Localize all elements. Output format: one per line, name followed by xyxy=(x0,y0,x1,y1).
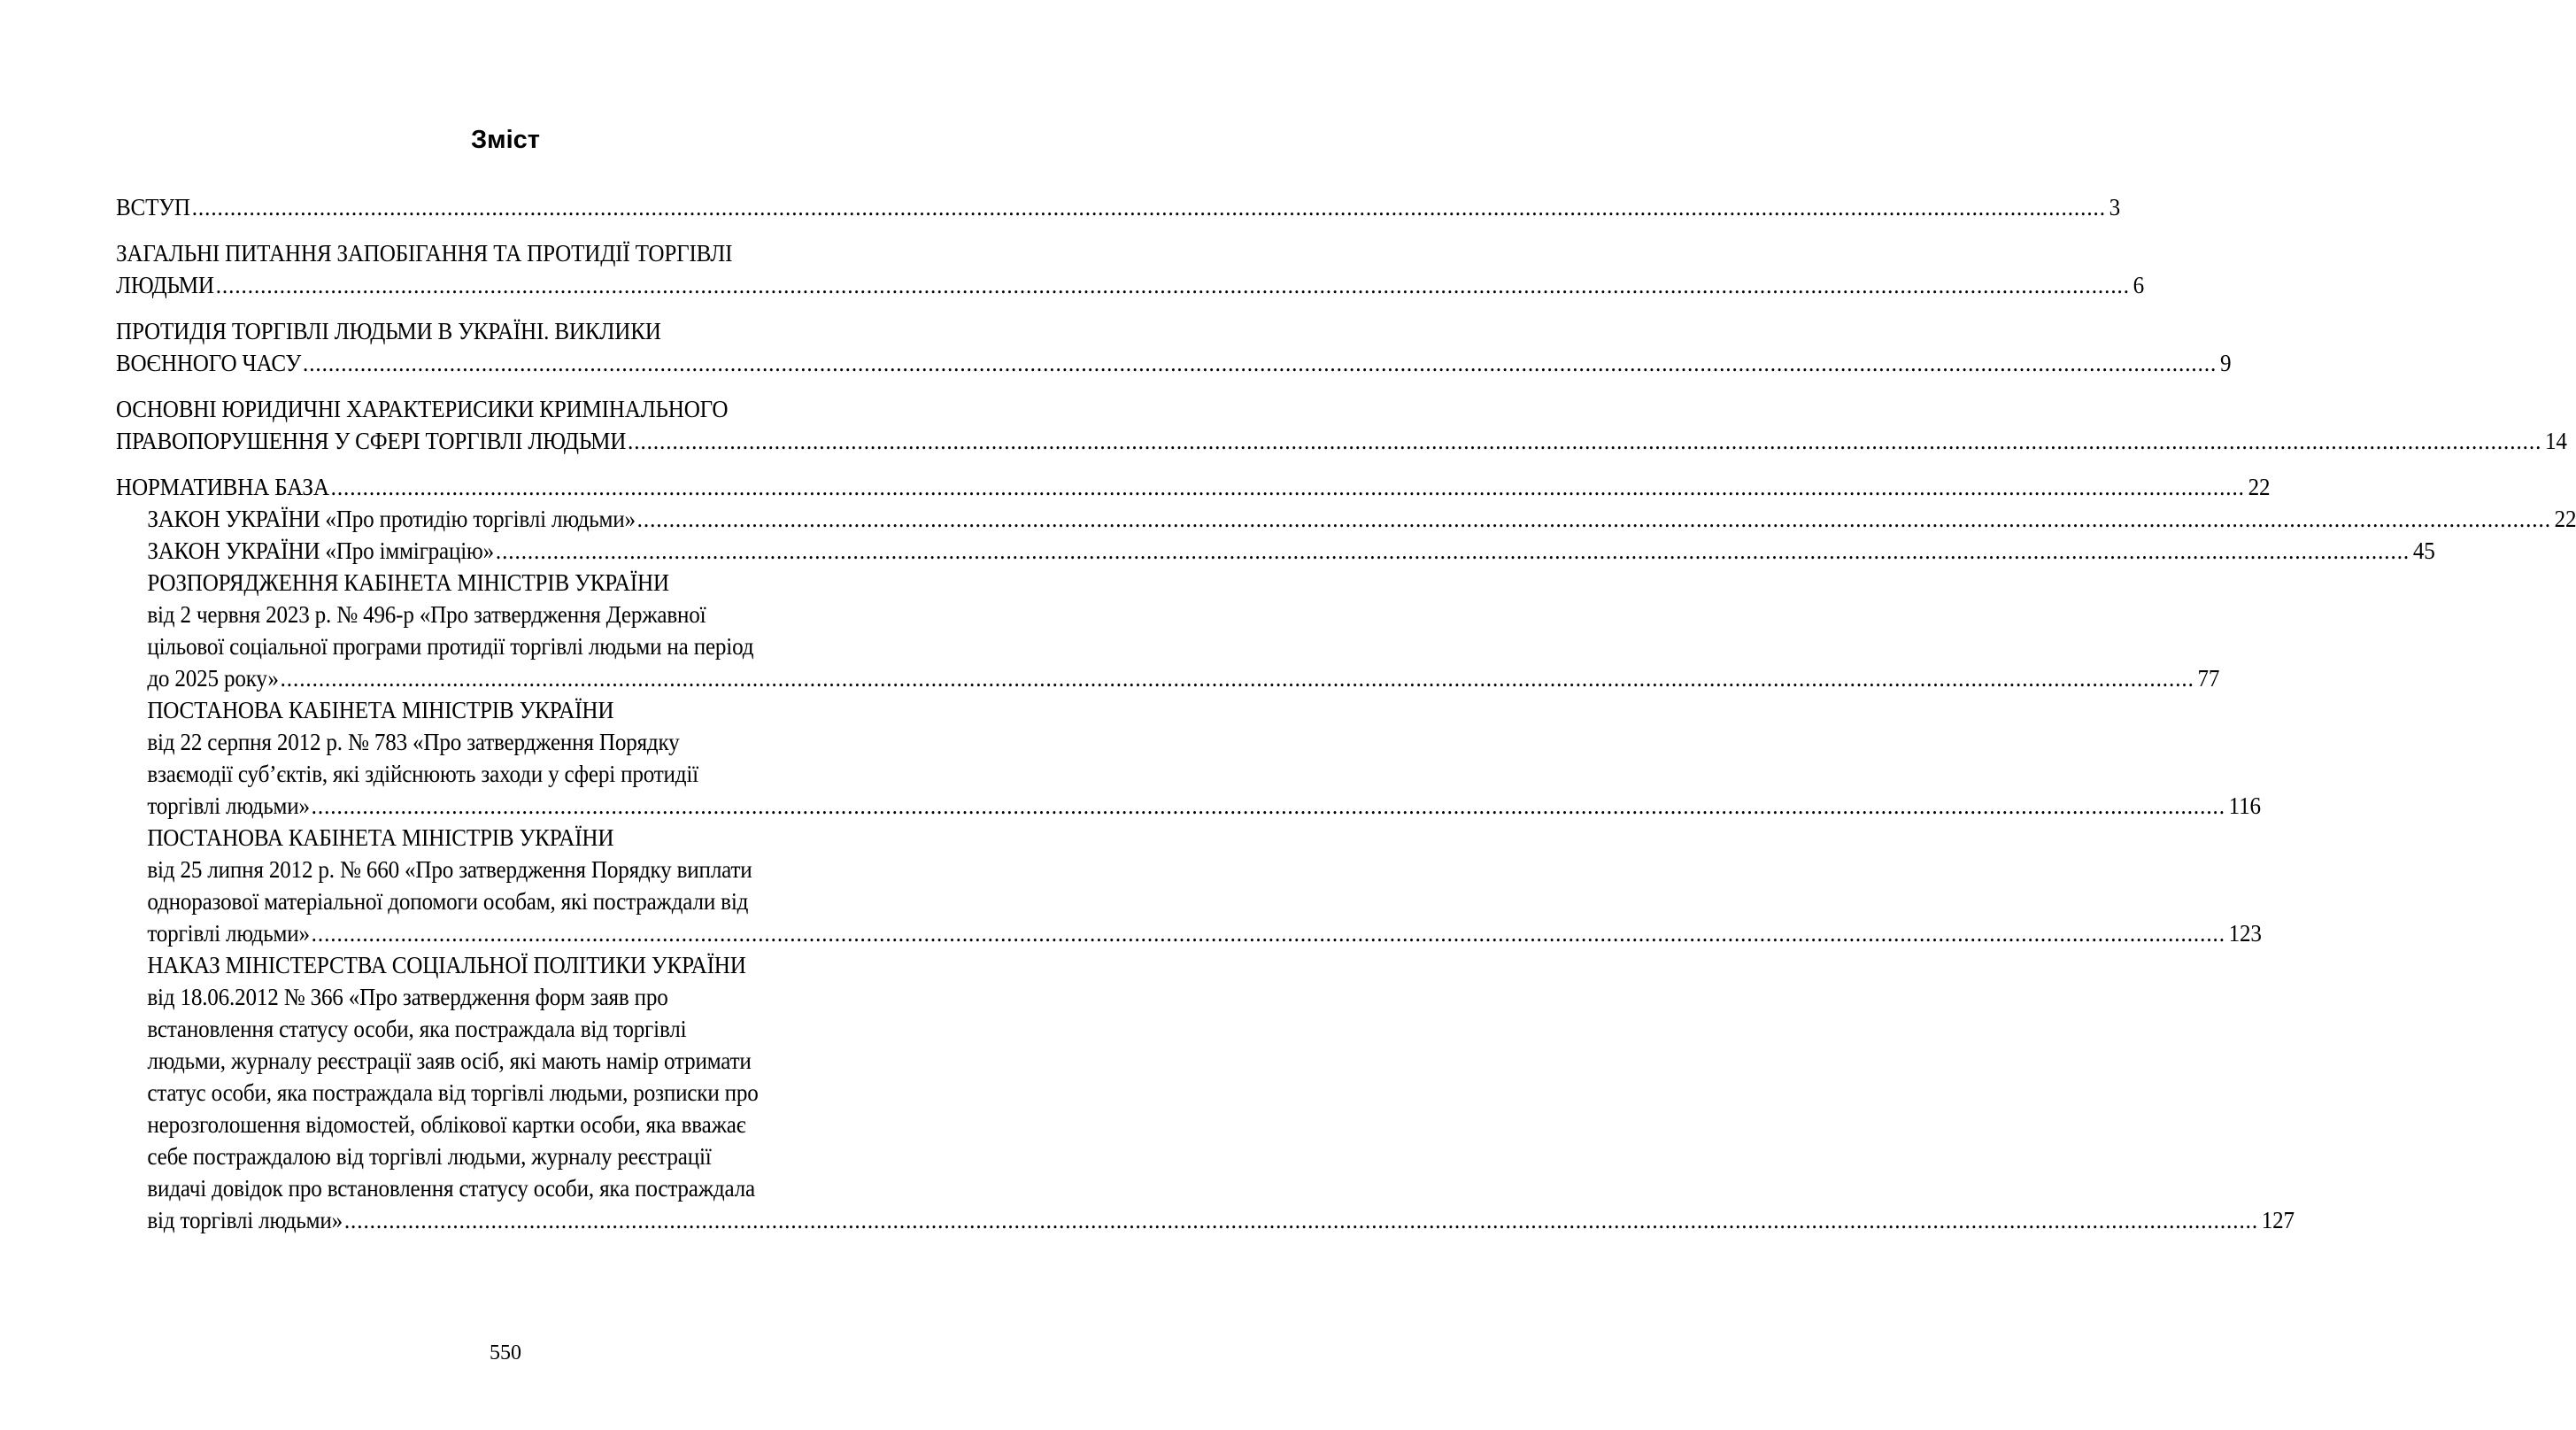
toc-entry-page: 22 xyxy=(2248,474,2271,500)
toc-entry-page: 3 xyxy=(2109,194,2121,220)
toc-entry-last-line xyxy=(147,503,2576,535)
dot-leader: ............................................................................................................................................................................................................................................................................................................ xyxy=(215,272,2130,298)
toc-entry-title-line: людьми, журналу реєстрації заяв осіб, які мають намір отримати xyxy=(147,1047,752,1074)
dot-leader: ............................................................................................................................................................................................................................................................................................................ xyxy=(628,428,2542,454)
toc-entry-page: 127 xyxy=(2261,1207,2294,1233)
dot-leader: ............................................................................................................................................................................................................................................................................................................ xyxy=(330,474,2245,500)
page-number: 550 xyxy=(490,1341,521,1364)
toc-entry[interactable] xyxy=(116,535,2435,567)
dot-leader: ............................................................................................................................................................................................................................................................................................................ xyxy=(191,194,2106,220)
toc-entry-title-line: ПОСТАНОВА КАБІНЕТА МІНІСТРІВ УКРАЇНИ xyxy=(147,697,614,723)
toc-entry[interactable] xyxy=(116,567,2220,694)
toc-entry-page: 22 xyxy=(2554,506,2576,532)
dot-leader: ............................................................................................................................................................................................................................................................................................................ xyxy=(636,506,2551,532)
toc-entry-title-line: НАКАЗ МІНІСТЕРСТВА СОЦІАЛЬНОЇ ПОЛІТИКИ УКРАЇНИ xyxy=(147,952,746,978)
toc-entry-last-line xyxy=(147,917,2262,949)
toc-entry-title-line: до 2025 року» xyxy=(147,665,279,692)
toc-entry[interactable] xyxy=(116,191,2121,223)
toc-entry-title-line: ЗАГАЛЬНІ ПИТАННЯ ЗАПОБІГАННЯ ТА ПРОТИДІЇ ТОРГІВЛІ xyxy=(116,240,733,267)
dot-leader: ............................................................................................................................................................................................................................................................................................................ xyxy=(303,350,2217,376)
toc-entry-last-line xyxy=(116,347,2232,379)
table-of-contents xyxy=(116,191,2576,1236)
dot-leader: ............................................................................................................................................................................................................................................................................................................ xyxy=(280,665,2194,692)
toc-entry-title-line: ВСТУП xyxy=(116,194,190,220)
toc-entry-title-line: торгівлі людьми» xyxy=(147,792,310,819)
toc-entry-title-line: одноразової матеріальної допомоги особам, які постраждали від xyxy=(147,888,749,915)
toc-entry[interactable] xyxy=(116,503,2576,535)
dot-leader: ............................................................................................................................................................................................................................................................................................................ xyxy=(311,792,2225,819)
toc-entry-title-line: РОЗПОРЯДЖЕННЯ КАБІНЕТА МІНІСТРІВ УКРАЇНИ xyxy=(147,569,669,596)
toc-entry-page: 14 xyxy=(2544,428,2567,454)
toc-entry[interactable] xyxy=(116,949,2294,1236)
toc-entry-last-line xyxy=(147,790,2261,822)
toc-entry-page: 116 xyxy=(2228,792,2261,819)
toc-entry-title-line: від 18.06.2012 № 366 «Про затвердження форм заяв про xyxy=(147,984,668,1010)
toc-entry-page: 9 xyxy=(2219,350,2232,376)
toc-entry-page: 77 xyxy=(2197,665,2220,692)
toc-entry-title-line: взаємодії суб’єктів, які здійснюють заходи у сфері протидії xyxy=(147,761,698,787)
dot-leader: ............................................................................................................................................................................................................................................................................................................ xyxy=(495,537,2410,564)
toc-entry-title-line: ОСНОВНІ ЮРИДИЧНІ ХАРАКТЕРИСИКИ КРИМІНАЛЬНОГО xyxy=(116,396,729,422)
toc-entry-title-line: від торгівлі людьми» xyxy=(147,1207,343,1233)
dot-leader: ............................................................................................................................................................................................................................................................................................................ xyxy=(311,920,2225,947)
toc-entry-title-line: НОРМАТИВНА БАЗА xyxy=(116,474,329,500)
dot-leader: ............................................................................................................................................................................................................................................................................................................ xyxy=(343,1207,2259,1233)
toc-entry-last-line xyxy=(116,191,2121,223)
toc-entry-title-line: від 25 липня 2012 р. № 660 «Про затвердження Порядку виплати xyxy=(147,856,752,883)
toc-entry-title-line: ЗАКОН УКРАЇНИ «Про імміграцію» xyxy=(147,537,495,564)
toc-entry-title-line: встановлення статусу особи, яка постраждала від торгівлі xyxy=(147,1016,687,1042)
toc-entry-title-line: себе постраждалою від торгівлі людьми, журналу реєстрації xyxy=(147,1143,712,1170)
toc-entry-title-line: ПОСТАНОВА КАБІНЕТА МІНІСТРІВ УКРАЇНИ xyxy=(147,824,614,851)
toc-entry-page: 123 xyxy=(2228,920,2262,947)
toc-entry-last-line xyxy=(147,1204,2294,1236)
page-title: Зміст xyxy=(470,126,540,154)
toc-entry-title-line: ЛЮДЬМИ xyxy=(116,272,214,298)
toc-entry-page: 6 xyxy=(2133,272,2145,298)
toc-entry-title-line: ПРОТИДІЯ ТОРГІВЛІ ЛЮДЬМИ В УКРАЇНІ. ВИКЛИКИ xyxy=(116,318,661,344)
toc-entry[interactable] xyxy=(116,694,2261,822)
toc-entry[interactable] xyxy=(116,315,2232,379)
toc-entry-title-line: від 2 червня 2023 р. № 496-р «Про затвердження Державної xyxy=(147,601,706,628)
toc-entry-title-line: ВОЄННОГО ЧАСУ xyxy=(116,350,302,376)
toc-entry-last-line xyxy=(147,535,2435,567)
toc-entry-last-line xyxy=(147,662,2220,694)
toc-entry-title-line: нерозголошення відомостей, облікової картки особи, яка вважає xyxy=(147,1111,746,1138)
toc-entry[interactable] xyxy=(116,822,2262,949)
toc-entry-page: 45 xyxy=(2412,537,2435,564)
toc-entry-title-line: цільової соціальної програми протидії торгівлі людьми на період xyxy=(147,633,754,660)
toc-entry[interactable] xyxy=(116,237,2145,301)
toc-entry[interactable] xyxy=(116,471,2271,503)
toc-entry-title-line: торгівлі людьми» xyxy=(147,920,310,947)
toc-entry-title-line: ПРАВОПОРУШЕННЯ У СФЕРІ ТОРГІВЛІ ЛЮДЬМИ xyxy=(116,428,627,454)
toc-entry-title-line: статус особи, яка постраждала від торгівлі людьми, розписки про xyxy=(147,1079,759,1106)
toc-entry-title-line: від 22 серпня 2012 р. № 783 «Про затвердження Порядку xyxy=(147,729,680,755)
toc-entry-last-line xyxy=(116,269,2145,301)
toc-entry-last-line xyxy=(116,425,2567,457)
toc-entry-last-line xyxy=(116,471,2271,503)
toc-entry-title-line: ЗАКОН УКРАЇНИ «Про протидію торгівлі людьми» xyxy=(147,506,636,532)
toc-entry[interactable] xyxy=(116,393,2567,457)
toc-entry-title-line: видачі довідок про встановлення статусу особи, яка постраждала xyxy=(147,1175,755,1202)
